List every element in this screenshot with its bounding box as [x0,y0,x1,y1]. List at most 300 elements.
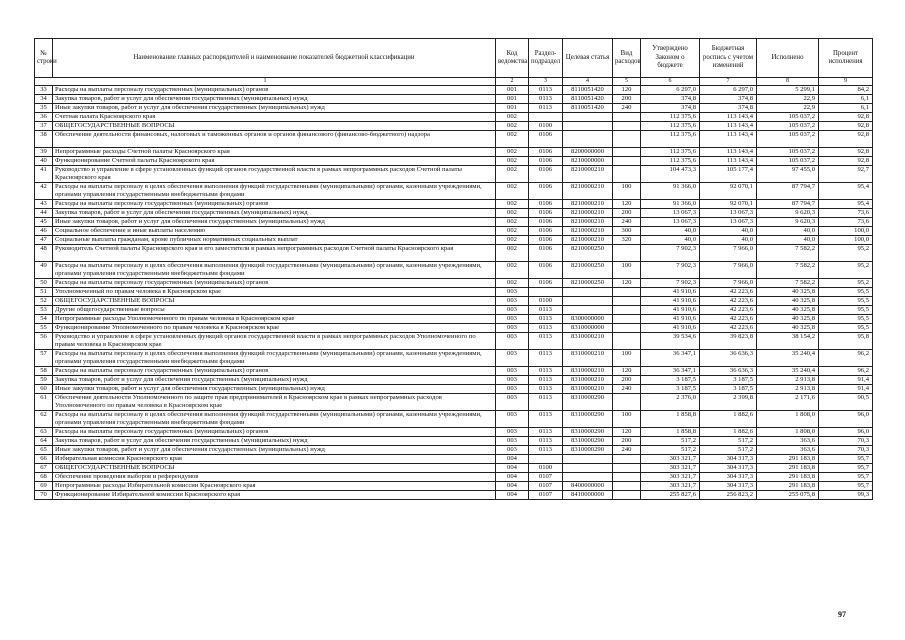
approved-cell: 7 902,3 [641,279,700,288]
row-name-cell: Счетная палата Красноярского края [53,113,496,122]
table-row [35,288,873,297]
target-article-cell: 8400000000 [563,482,613,491]
department-code-cell: 003 [496,315,529,324]
executed-cell: 40 325,8 [757,288,819,297]
section-cell: 0100 [529,122,563,131]
percent-cell: 90,5 [819,394,873,411]
percent-cell: 91,4 [819,376,873,385]
executed-cell: 7 582,2 [757,279,819,288]
budget-execution-table [34,38,873,500]
row-name-cell: Социальные выплаты гражданам, кроме публичных нормативных социальных выплат [53,236,496,245]
table-row [35,227,873,236]
approved-cell: 7 902,3 [641,262,700,279]
row-number-cell: 45 [35,218,53,227]
row-name-cell: Расходы на выплаты персоналу государственных (муниципальных) органов [53,86,496,95]
department-code-cell: 004 [496,455,529,464]
row-number-cell: 68 [35,473,53,482]
row-name-cell: Расходы на выплаты персоналу государственных (муниципальных) органов [53,279,496,288]
table-row [35,209,873,218]
row-number-cell: 70 [35,491,53,500]
row-name-cell: Функционирование Уполномоченного по правам человека в Красноярском крае [53,324,496,333]
approved-cell: 40,0 [641,227,700,236]
table-row [35,236,873,245]
row-name-cell: Расходы на выплаты персоналу государственных (муниципальных) органов [53,428,496,437]
expense-type-cell: 200 [613,376,641,385]
approved-cell: 517,2 [641,446,700,455]
row-number-cell: 61 [35,394,53,411]
table-row [35,333,873,350]
row-number-cell: 36 [35,113,53,122]
budget-schedule-cell: 39 823,8 [700,333,757,350]
budget-schedule-cell: 92 070,1 [700,200,757,209]
section-cell: 0113 [529,385,563,394]
target-article-cell: 8210000000 [563,157,613,166]
approved-cell: 41 910,6 [641,297,700,306]
header-department-code: Код ведомства [496,39,529,78]
target-article-cell: 8310000290 [563,437,613,446]
percent-cell: 95,5 [819,288,873,297]
row-number-cell: 67 [35,464,53,473]
target-article-cell: 8210000250 [563,245,613,262]
percent-cell: 100,0 [819,236,873,245]
department-code-cell: 004 [496,491,529,500]
expense-type-cell [613,455,641,464]
department-code-cell: 004 [496,482,529,491]
row-number-cell: 46 [35,227,53,236]
section-cell: 0113 [529,86,563,95]
table-row [35,183,873,200]
approved-cell: 112 375,6 [641,113,700,122]
executed-cell: 2 913,8 [757,385,819,394]
row-number-cell: 69 [35,482,53,491]
row-number-cell: 37 [35,122,53,131]
section-cell [529,113,563,122]
approved-cell: 36 347,1 [641,367,700,376]
target-article-cell: 8310000210 [563,376,613,385]
budget-schedule-cell: 6 297,0 [700,86,757,95]
approved-cell: 1 858,8 [641,411,700,428]
executed-cell: 87 794,7 [757,183,819,200]
department-code-cell: 003 [496,306,529,315]
table-row [35,104,873,113]
row-number-cell: 56 [35,333,53,350]
section-cell: 0113 [529,306,563,315]
budget-schedule-cell: 113 143,4 [700,113,757,122]
table-row [35,385,873,394]
department-code-cell: 002 [496,200,529,209]
executed-cell: 9 620,3 [757,218,819,227]
column-number: 8 [757,78,819,86]
target-article-cell: 8210000210 [563,236,613,245]
table-row [35,306,873,315]
budget-schedule-cell: 517,2 [700,446,757,455]
target-article-cell: 8110051420 [563,86,613,95]
percent-cell: 92,8 [819,148,873,157]
target-article-cell [563,306,613,315]
section-cell: 0106 [529,262,563,279]
percent-cell: 91,4 [819,385,873,394]
header-budget-schedule: Бюджетная роспись с учетом изменений [700,39,757,78]
expense-type-cell: 300 [613,227,641,236]
approved-cell: 374,8 [641,95,700,104]
table-row [35,446,873,455]
table-row [35,482,873,491]
approved-cell: 6 297,0 [641,86,700,95]
table-row [35,376,873,385]
target-article-cell [563,122,613,131]
target-article-cell [563,131,613,148]
budget-schedule-cell: 42 223,6 [700,288,757,297]
expense-type-cell: 240 [613,104,641,113]
section-cell: 0106 [529,218,563,227]
expense-type-cell [613,306,641,315]
department-code-cell: 002 [496,236,529,245]
executed-cell: 105 037,2 [757,148,819,157]
row-name-cell: Социальное обеспечение и иные выплаты населению [53,227,496,236]
target-article-cell: 8410000000 [563,491,613,500]
executed-cell: 291 183,8 [757,455,819,464]
row-number-cell: 60 [35,385,53,394]
expense-type-cell [613,394,641,411]
row-name-cell: Иные закупки товаров, работ и услуг для обеспечения государственных (муниципальных) нужд [53,104,496,113]
target-article-cell: 8210000210 [563,218,613,227]
department-code-cell: 002 [496,148,529,157]
row-number-cell: 44 [35,209,53,218]
section-cell [529,288,563,297]
approved-cell: 104 473,3 [641,166,700,183]
section-cell: 0106 [529,236,563,245]
table-row [35,297,873,306]
department-code-cell: 003 [496,350,529,367]
percent-cell: 95,4 [819,183,873,200]
table-row [35,279,873,288]
expense-type-cell [613,288,641,297]
percent-cell: 70,3 [819,437,873,446]
table-row [35,491,873,500]
expense-type-cell [613,166,641,183]
target-article-cell: 8200000000 [563,148,613,157]
expense-type-cell: 120 [613,367,641,376]
budget-schedule-cell: 42 223,6 [700,324,757,333]
approved-cell: 112 375,6 [641,122,700,131]
department-code-cell: 002 [496,245,529,262]
approved-cell: 255 827,6 [641,491,700,500]
percent-cell: 95,2 [819,279,873,288]
row-number-cell: 38 [35,131,53,148]
department-code-cell: 002 [496,227,529,236]
department-code-cell: 003 [496,297,529,306]
expense-type-cell: 240 [613,446,641,455]
target-article-cell: 8310000210 [563,350,613,367]
row-number-cell: 59 [35,376,53,385]
table-header-row [35,39,873,78]
budget-schedule-cell: 1 882,6 [700,411,757,428]
row-number-cell: 51 [35,288,53,297]
budget-schedule-cell: 256 823,2 [700,491,757,500]
percent-cell: 92,8 [819,113,873,122]
executed-cell: 363,6 [757,437,819,446]
executed-cell: 1 808,0 [757,411,819,428]
target-article-cell [563,455,613,464]
expense-type-cell: 200 [613,209,641,218]
table-row [35,411,873,428]
row-name-cell: Обеспечение деятельности Уполномоченного по защите прав предпринимателей в Красноярском крае в рамках непрограммных расходов Уполномоченного по правам человека в Красноярском крае [53,394,496,411]
row-name-cell: Непрограммные расходы Счетной палаты Красноярского края [53,148,496,157]
budget-schedule-cell: 105 177,4 [700,166,757,183]
row-name-cell: Обеспечение деятельности финансовых, налоговых и таможенных органов и органов финансового (финансово-бюджетного) надзора [53,131,496,148]
target-article-cell: 8210000250 [563,279,613,288]
percent-cell: 96,0 [819,428,873,437]
expense-type-cell [613,245,641,262]
executed-cell: 1 808,0 [757,428,819,437]
section-cell: 0113 [529,350,563,367]
expense-type-cell: 120 [613,200,641,209]
section-cell: 0100 [529,464,563,473]
approved-cell: 91 366,0 [641,183,700,200]
executed-cell: 22,9 [757,95,819,104]
department-code-cell: 003 [496,394,529,411]
section-cell: 0113 [529,428,563,437]
percent-cell: 92,8 [819,131,873,148]
expense-type-cell [613,491,641,500]
column-number: 2 [496,78,529,86]
expense-type-cell [613,324,641,333]
budget-schedule-cell: 7 966,0 [700,279,757,288]
department-code-cell: 003 [496,333,529,350]
table-row [35,455,873,464]
executed-cell: 35 240,4 [757,367,819,376]
row-name-cell: Обеспечение проведения выборов и референдумов [53,473,496,482]
target-article-cell: 8310000290 [563,428,613,437]
department-code-cell: 003 [496,324,529,333]
row-number-cell: 40 [35,157,53,166]
row-name-cell: Уполномоченный по правам человека в Красноярском крае [53,288,496,297]
section-cell: 0106 [529,209,563,218]
header-percent: Процент исполнения [819,39,873,78]
budget-schedule-cell: 2 399,8 [700,394,757,411]
target-article-cell [563,297,613,306]
percent-cell: 96,2 [819,350,873,367]
executed-cell: 40,0 [757,236,819,245]
executed-cell: 5 299,1 [757,86,819,95]
expense-type-cell: 320 [613,236,641,245]
row-name-cell: ОБЩЕГОСУДАРСТВЕННЫЕ ВОПРОСЫ [53,464,496,473]
department-code-cell: 003 [496,288,529,297]
budget-schedule-cell: 7 966,0 [700,262,757,279]
row-number-cell: 58 [35,367,53,376]
executed-cell: 22,9 [757,104,819,113]
budget-schedule-cell: 1 882,6 [700,428,757,437]
section-cell: 0113 [529,324,563,333]
department-code-cell: 003 [496,437,529,446]
column-number: 3 [529,78,563,86]
budget-schedule-cell: 92 070,1 [700,183,757,200]
percent-cell: 95,5 [819,324,873,333]
department-code-cell: 002 [496,218,529,227]
percent-cell: 73,6 [819,218,873,227]
section-cell: 0106 [529,166,563,183]
executed-cell: 40 325,8 [757,324,819,333]
executed-cell: 105 037,2 [757,113,819,122]
percent-cell: 96,0 [819,411,873,428]
section-cell [529,455,563,464]
budget-schedule-cell: 304 317,3 [700,482,757,491]
target-article-cell [563,288,613,297]
header-target-article: Целевая статья [563,39,613,78]
table-row [35,148,873,157]
budget-schedule-cell: 7 966,0 [700,245,757,262]
row-name-cell: Закупка товаров, работ и услуг для обеспечения государственных (муниципальных) нужд [53,376,496,385]
expense-type-cell: 240 [613,385,641,394]
budget-schedule-cell: 42 223,6 [700,315,757,324]
table-row [35,428,873,437]
header-row-number: № строки [35,39,53,78]
executed-cell: 40,0 [757,227,819,236]
section-cell: 0113 [529,376,563,385]
row-number-cell: 43 [35,200,53,209]
approved-cell: 517,2 [641,437,700,446]
target-article-cell [563,113,613,122]
table-row [35,367,873,376]
column-number: 9 [819,78,873,86]
row-number-cell: 55 [35,324,53,333]
header-expense-type: Вид расходов [613,39,641,78]
expense-type-cell [613,113,641,122]
budget-schedule-cell: 304 317,3 [700,455,757,464]
approved-cell: 41 910,6 [641,324,700,333]
target-article-cell: 8300000000 [563,315,613,324]
percent-cell: 95,7 [819,473,873,482]
approved-cell: 41 910,6 [641,315,700,324]
percent-cell: 99,3 [819,491,873,500]
budget-schedule-cell: 374,8 [700,104,757,113]
budget-schedule-cell: 113 143,4 [700,157,757,166]
section-cell: 0106 [529,157,563,166]
row-number-cell: 33 [35,86,53,95]
executed-cell: 7 582,2 [757,245,819,262]
expense-type-cell [613,473,641,482]
target-article-cell: 8210000250 [563,262,613,279]
section-cell: 0106 [529,183,563,200]
expense-type-cell [613,122,641,131]
expense-type-cell: 100 [613,350,641,367]
row-name-cell: Непрограммные расходы Уполномоченного по правам человека в Красноярском крае [53,315,496,324]
table-row [35,157,873,166]
department-code-cell: 003 [496,411,529,428]
row-number-cell: 41 [35,166,53,183]
row-name-cell: Закупка товаров, работ и услуг для обеспечения государственных (муниципальных) нужд [53,437,496,446]
section-cell: 0106 [529,279,563,288]
table-row [35,394,873,411]
approved-cell: 1 858,8 [641,428,700,437]
target-article-cell: 8310000000 [563,324,613,333]
department-code-cell: 004 [496,473,529,482]
approved-cell: 112 375,6 [641,131,700,148]
budget-schedule-cell: 42 223,6 [700,306,757,315]
percent-cell: 73,6 [819,209,873,218]
percent-cell: 92,8 [819,157,873,166]
approved-cell: 3 187,5 [641,376,700,385]
row-number-cell: 65 [35,446,53,455]
row-name-cell: Другие общегосударственные вопросы [53,306,496,315]
target-article-cell: 8310000290 [563,394,613,411]
executed-cell: 35 240,4 [757,350,819,367]
department-code-cell: 003 [496,376,529,385]
row-name-cell: Расходы на выплаты персоналу государственных (муниципальных) органов [53,367,496,376]
row-number-cell: 39 [35,148,53,157]
expense-type-cell: 100 [613,183,641,200]
department-code-cell: 003 [496,367,529,376]
row-name-cell: Руководство и управление в сфере установленных функций органов государственной власти в рамках непрограммных расходов Счетной палаты Красноярского края [53,166,496,183]
budget-schedule-cell: 113 143,4 [700,122,757,131]
column-number-row [35,78,873,86]
executed-cell: 291 183,8 [757,473,819,482]
percent-cell: 95,7 [819,464,873,473]
column-number: 6 [641,78,700,86]
row-name-cell: Иные закупки товаров, работ и услуг для обеспечения государственных (муниципальных) нужд [53,385,496,394]
expense-type-cell [613,297,641,306]
column-number: 1 [35,78,496,86]
section-cell: 0113 [529,104,563,113]
budget-schedule-cell: 36 636,3 [700,367,757,376]
row-name-cell: Избирательная комиссия Красноярского края [53,455,496,464]
row-name-cell: Расходы на выплаты персоналу в целях обеспечения выполнения функций государственными (муниципальными) органами, казенными учреждениями, органами управления государственными внебюджетными фондами [53,411,496,428]
budget-schedule-cell: 304 317,3 [700,464,757,473]
department-code-cell: 002 [496,131,529,148]
target-article-cell: 8310000210 [563,367,613,376]
row-number-cell: 64 [35,437,53,446]
approved-cell: 7 902,3 [641,245,700,262]
target-article-cell: 8210000210 [563,183,613,200]
expense-type-cell: 240 [613,218,641,227]
table-row [35,166,873,183]
expense-type-cell: 120 [613,279,641,288]
section-cell: 0107 [529,491,563,500]
executed-cell: 2 913,8 [757,376,819,385]
row-name-cell: Расходы на выплаты персоналу государственных (муниципальных) органов [53,200,496,209]
expense-type-cell [613,148,641,157]
section-cell: 0106 [529,200,563,209]
target-article-cell: 8310000290 [563,411,613,428]
table-row [35,324,873,333]
executed-cell: 105 037,2 [757,122,819,131]
table-row [35,350,873,367]
row-number-cell: 49 [35,262,53,279]
department-code-cell: 002 [496,183,529,200]
department-code-cell: 003 [496,385,529,394]
approved-cell: 3 187,5 [641,385,700,394]
percent-cell: 92,8 [819,122,873,131]
table-row [35,473,873,482]
target-article-cell [563,464,613,473]
row-name-cell: Функционирование Избирательной комиссии Красноярского края [53,491,496,500]
approved-cell: 39 534,6 [641,333,700,350]
budget-schedule-cell: 374,8 [700,95,757,104]
budget-schedule-cell: 304 317,3 [700,473,757,482]
row-number-cell: 48 [35,245,53,262]
table-row [35,122,873,131]
department-code-cell: 002 [496,157,529,166]
section-cell: 0113 [529,315,563,324]
section-cell: 0113 [529,411,563,428]
row-name-cell: Непрограммные расходы Избирательной комиссии Красноярского края [53,482,496,491]
executed-cell: 291 183,8 [757,482,819,491]
executed-cell: 97 455,0 [757,166,819,183]
expense-type-cell [613,315,641,324]
section-cell: 0113 [529,367,563,376]
percent-cell: 95,5 [819,297,873,306]
table-body [35,86,873,500]
